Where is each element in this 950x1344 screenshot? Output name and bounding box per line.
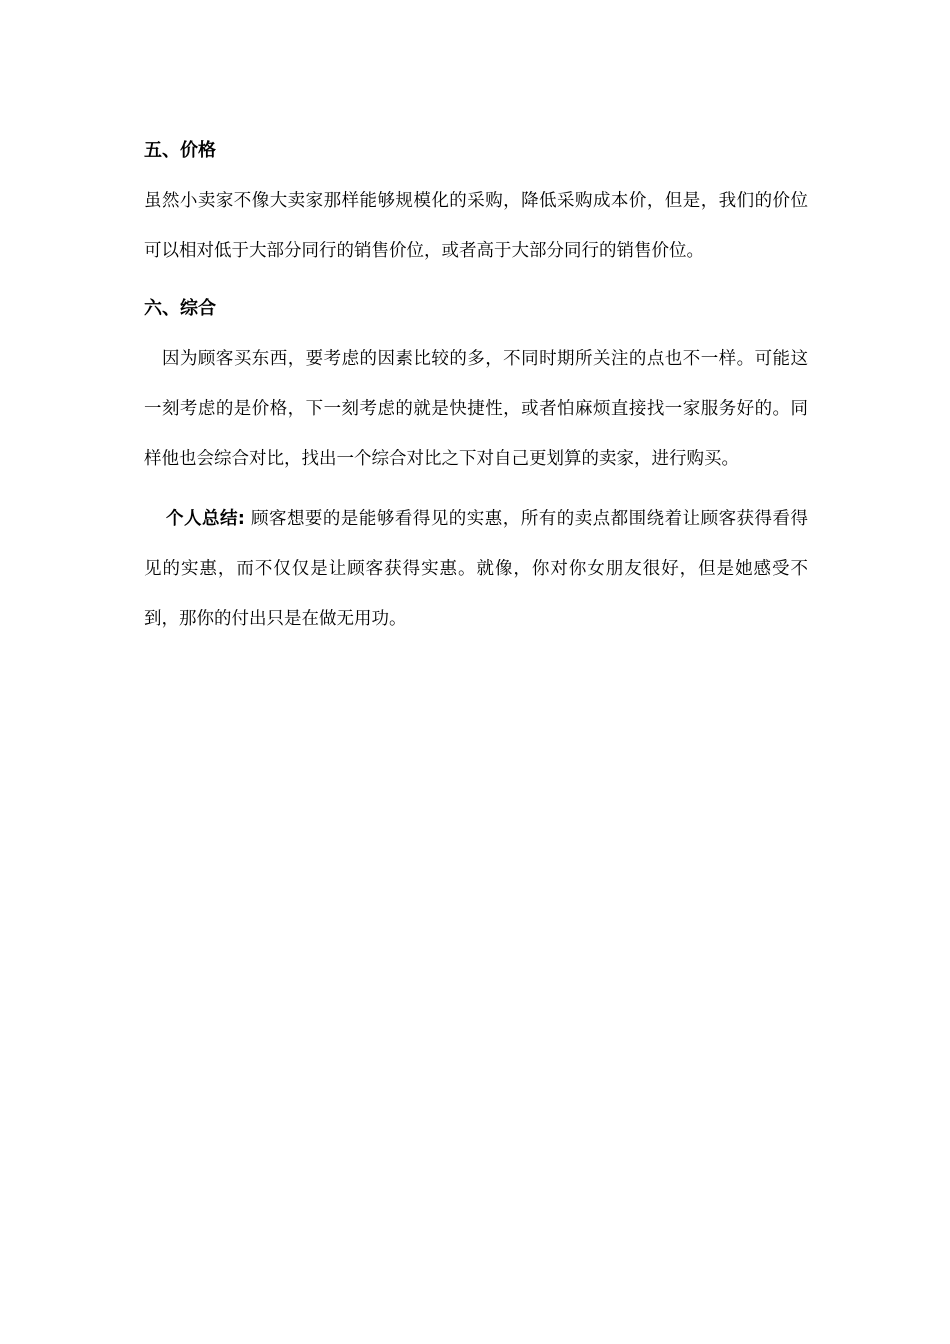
summary-text: 顾客想要的是能够看得见的实惠，所有的卖点都围绕着让顾客获得看得见的实惠，而不仅仅是让顾客获得实惠。就像，你对你女朋友很好，但是她感受不到，那你的付出只是在做无用功。: [144, 509, 808, 629]
section-body-price: 虽然小卖家不像大卖家那样能够规模化的采购，降低采购成本价，但是，我们的价位可以相对低于大部分同行的销售价位，或者高于大部分同行的销售价位。: [144, 191, 808, 261]
section-heading-comprehensive: 六、综合: [144, 298, 216, 319]
section-heading-price: 五、价格: [144, 140, 216, 161]
summary-label: 个人总结:: [166, 509, 245, 529]
section-body-comprehensive: 因为顾客买东西，要考虑的因素比较的多，不同时期所关注的点也不一样。可能这一刻考虑的是价格，下一刻考虑的就是快捷性，或者怕麻烦直接找一家服务好的。同样他也会综合对比，找出一个综合对比之下对自己更划算的卖家，进行购买。: [144, 349, 808, 469]
personal-summary: [144, 494, 808, 644]
document-body: [144, 134, 808, 644]
